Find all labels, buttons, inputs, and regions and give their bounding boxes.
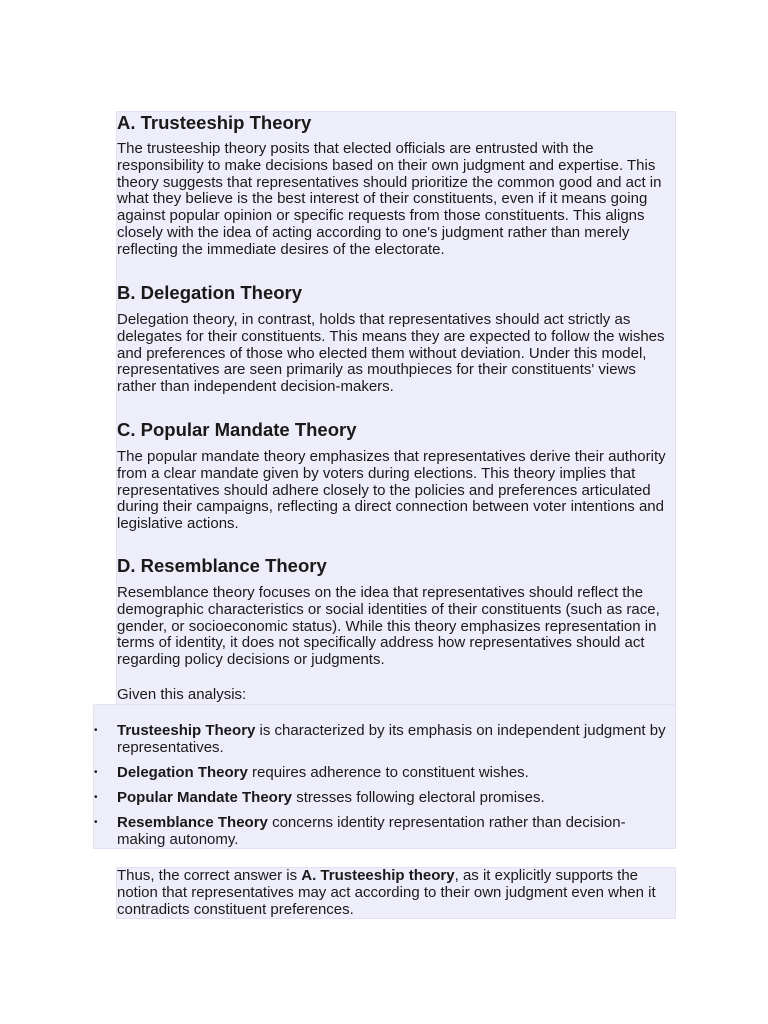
bullet-icon: • <box>94 725 98 736</box>
list-item-term: Resemblance Theory <box>117 814 268 831</box>
list-item-description: requires adherence to constituent wishes. <box>247 764 529 781</box>
conclusion-section <box>116 867 676 919</box>
section-heading-trusteeship: A. Trusteeship Theory <box>117 112 312 133</box>
list-item-description: is characterized by its emphasis on independent judgment by representatives. <box>117 722 666 756</box>
list-item-term: Trusteeship Theory <box>117 722 256 739</box>
bullet-icon: • <box>94 817 98 828</box>
conclusion-prefix: Thus, the correct answer is <box>117 867 302 884</box>
list-item-text <box>117 765 667 782</box>
bullet-icon: • <box>94 792 98 803</box>
list-item-text <box>117 790 667 807</box>
analysis-intro: Given this analysis: <box>117 686 247 703</box>
conclusion-text <box>117 868 677 918</box>
summary-list <box>93 704 676 849</box>
conclusion-answer: A. Trusteeship theory <box>301 867 455 884</box>
section-body-popular-mandate: The popular mandate theory emphasizes that representatives derive their authority from a clear mandate given by voters during elections. This theory implies that representatives should adhere closely to the policies and preferences articulated during their campaigns, reflecting a direct connection between voter intentions and legislative actions. <box>117 448 666 533</box>
theories-section <box>116 111 676 705</box>
list-item-description: stresses following electoral promises. <box>292 789 545 806</box>
section-body-trusteeship: The trusteeship theory posits that elected officials are entrusted with the responsibility to make decisions based on their own judgment and expertise. This theory suggests that representatives should prioritize the common good and act in what they believe is the best interest of their constituents, even if it means going against popular opinion or specific requests from those constituents. This aligns closely with the idea of acting according to one's judgment rather than merely reflecting the immediate desires of the electorate. <box>117 140 662 258</box>
section-heading-delegation: B. Delegation Theory <box>117 282 303 303</box>
bullet-icon: • <box>94 767 98 778</box>
section-heading-resemblance: D. Resemblance Theory <box>117 555 327 576</box>
list-item-term: Popular Mandate Theory <box>117 789 293 806</box>
list-item-text <box>117 723 667 757</box>
section-body-resemblance: Resemblance theory focuses on the idea that representatives should reflect the demographic characteristics or social identities of their constituents (such as race, gender, or socioeconomic status). While this theory emphasizes representation in terms of identity, it does not specifically address how representatives should act regarding policy decisions or judgments. <box>117 584 660 669</box>
section-heading-popular-mandate: C. Popular Mandate Theory <box>117 419 357 440</box>
conclusion-suffix: , as it explicitly supports the notion that representatives may act according to their own judgment even when it contradicts constituent preferences. <box>117 867 656 918</box>
list-item-description: concerns identity representation rather than decision-making autonomy. <box>117 814 626 848</box>
list-item-term: Delegation Theory <box>117 764 248 781</box>
section-body-delegation: Delegation theory, in contrast, holds that representatives should act strictly as delegates for their constituents. This means they are expected to follow the wishes and preferences of those who elected them without deviation. Under this model, representatives are seen primarily as mouthpieces for their constituents' views rather than independent decision-makers. <box>117 311 665 396</box>
list-item-text <box>117 815 667 849</box>
